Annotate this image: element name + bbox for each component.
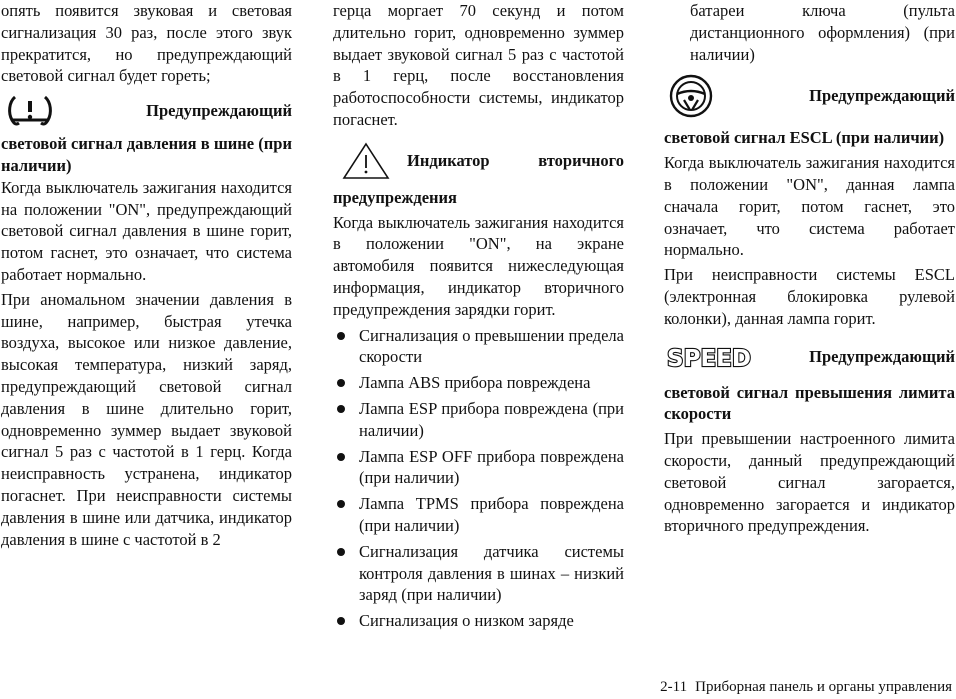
warning-triangle-icon xyxy=(341,141,391,181)
speed-paragraph-1: При превышении настроенного лимита скорости, данный предупреждающий световой сигнал загорается, одновременно загорается и индикатор вторичного предупреждения. xyxy=(664,429,955,536)
bullet-text: Лампа ABS прибора повреждена xyxy=(359,373,591,393)
tire-pressure-warning-icon xyxy=(1,93,59,129)
bullet-item xyxy=(333,372,624,394)
bullet-text: Лампа ESP OFF прибора повреждена (при наличии) xyxy=(359,446,624,488)
bullet-item xyxy=(333,610,624,632)
bullet-text: Сигнализация о низком заряде xyxy=(359,611,574,631)
bullet-text: Лампа TPMS прибора повреждена (при наличии) xyxy=(359,494,624,535)
column-1 xyxy=(1,0,292,550)
speed-warning-icon xyxy=(667,342,751,372)
bullet-dot xyxy=(337,405,345,413)
column-3 xyxy=(664,0,955,537)
speed-heading xyxy=(664,342,955,372)
speed-icon-text: SPEED xyxy=(667,345,751,372)
tpms-heading xyxy=(1,93,292,129)
escl-heading xyxy=(664,73,955,119)
bullet-item xyxy=(333,446,624,490)
column-2 xyxy=(333,0,624,636)
escl-paragraph-2: При неисправности системы ESCL (электронная блокировка рулевой колонки), данная лампа горит. xyxy=(664,265,955,328)
escl-title-first: Предупреждающий xyxy=(809,86,955,106)
bullet-dot xyxy=(337,548,345,556)
secondary-title-first-text: Индикатор вторичного xyxy=(407,150,624,170)
bullet-item xyxy=(333,541,624,606)
tpms-paragraph-2: При аномальном значении давления в шине, например, быстрая утечка воздуха, высокое или низкое давление, высокая температура, низкий заряд, предупреждающий световой сигнал давления в шине длительно горит, одновременно зуммер выдает звуковой сигнал 5 раз с частотой в 1 герц. Когда неисправность устранена, индикатор погаснет. При неисправности системы давления в шине или датчика, индикатор давления в шине с частотой в 2 xyxy=(1,289,292,549)
escl-title-rest: световой сигнал ESCL (при наличии) xyxy=(664,128,945,148)
secondary-paragraph-1: Когда выключатель зажигания находится в положении "ON", на экране автомобиля появится нижеследующая информация, индикатор вторичного предупреждения зарядки горит. xyxy=(333,212,624,319)
continuation-text: герца моргает 70 секунд и потом длительно горит, одновременно зуммер выдает звуковой сигнал 5 раз с частотой в 1 герц, после восстановления работоспособности системы, индикатор погаснет. xyxy=(333,1,624,129)
continuation-text: опять появится звуковая и световая сигнализация 30 раз, после этого звук прекратится, но предупреждающий световой сигнал будет гореть; xyxy=(1,1,292,86)
page-footer xyxy=(660,678,952,696)
bullet-text: Лампа ESP прибора повреждена (при наличии) xyxy=(359,398,624,440)
steering-wheel-icon xyxy=(668,73,714,119)
bullet-dot xyxy=(337,453,345,461)
tpms-title-first: Предупреждающий xyxy=(146,101,292,121)
tpms-title-rest: световой сигнал давления в шине (при наличии) xyxy=(1,134,292,175)
escl-paragraph-1: Когда выключатель зажигания находится в положении "ON", данная лампа сначала горит, потом гаснет, это означает, что система работает нормально. xyxy=(664,153,955,260)
secondary-title-first xyxy=(407,150,624,172)
continuation-text: батареи ключа (пульта дистанционного оформления) (при наличии) xyxy=(690,1,955,64)
bullet-text: Сигнализация о превышении предела скорости xyxy=(359,325,624,367)
bullet-dot xyxy=(337,617,345,625)
bullet-item xyxy=(333,325,624,369)
bullet-dot xyxy=(337,500,345,508)
section-title: Приборная панель и органы управления xyxy=(695,679,952,695)
tpms-paragraph-1: Когда выключатель зажигания находится на положении "ON", предупреждающий световой сигнал давления в шине горит, потом гаснет, это означает, что система работает нормально. xyxy=(1,177,292,284)
bullet-dot xyxy=(337,332,345,340)
speed-title-first: Предупреждающий xyxy=(809,346,955,366)
bullet-item xyxy=(333,398,624,442)
speed-title-rest: световой сигнал превышения лимита скорости xyxy=(664,382,955,424)
secondary-warning-heading xyxy=(333,141,624,181)
secondary-title-rest: предупреждения xyxy=(333,187,457,207)
bullet-text: Сигнализация датчика системы контроля давления в шинах – низкий заряд (при наличии) xyxy=(359,541,624,605)
page-number: 2-11 xyxy=(660,679,688,695)
secondary-bullet-list xyxy=(333,325,624,632)
bullet-dot xyxy=(337,379,345,387)
bullet-item xyxy=(333,493,624,537)
